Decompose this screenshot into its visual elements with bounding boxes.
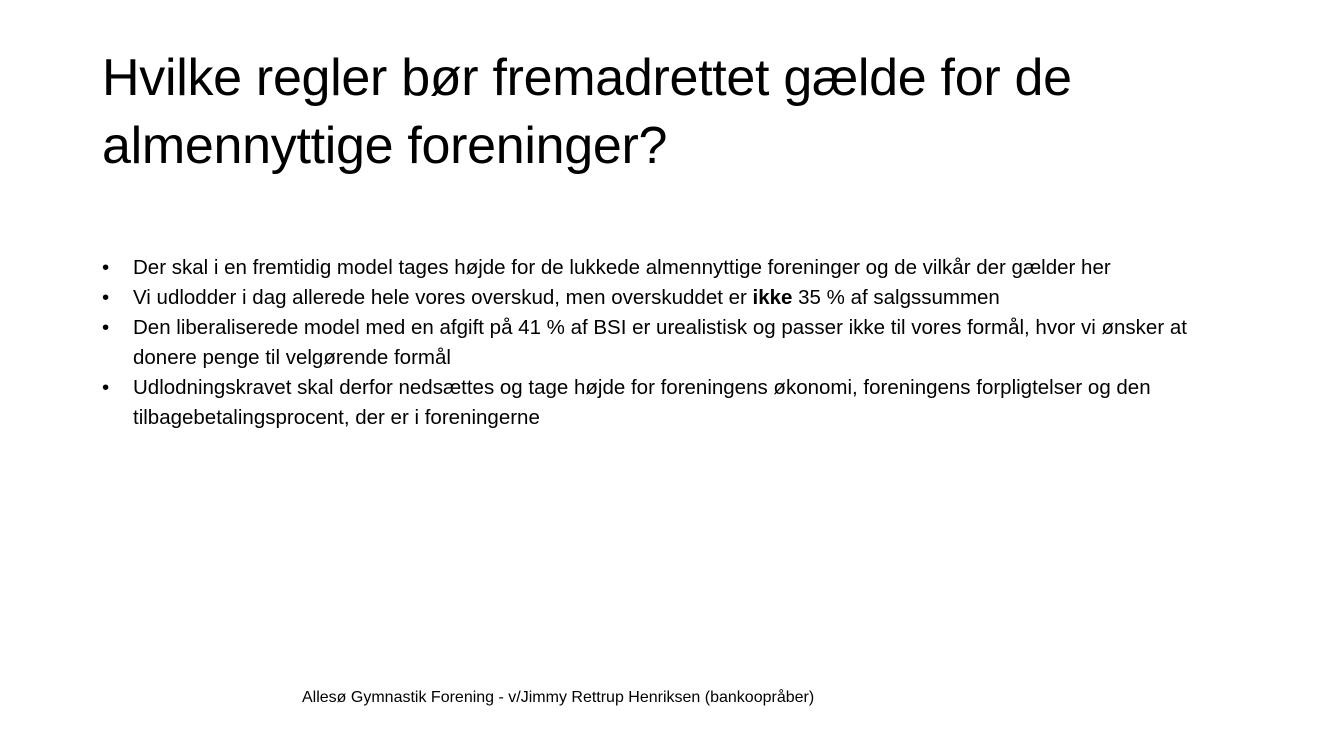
bullet-marker: •: [102, 376, 110, 399]
bullet-text-emphasis: ikke: [752, 286, 793, 309]
bullet-text-end: 35 % af salgssummen: [792, 286, 1000, 309]
bullet-item: [102, 283, 1232, 313]
bullet-item: [102, 313, 1232, 373]
slide-footer: Allesø Gymnastik Forening - v/Jimmy Rettrup Henriksen (bankoopråber): [302, 689, 815, 706]
bullet-marker: •: [102, 286, 110, 309]
slide-title: Hvilke regler bør fremadrettet gælde for de almennyttige foreninger?: [102, 49, 1072, 175]
bullet-text: Der skal i en fremtidig model tages højde for de lukkede almennyttige foreninger og de vilkår der gælder her: [133, 256, 1111, 279]
bullet-marker: •: [102, 316, 110, 339]
bullet-text-start: Vi udlodder i dag allerede hele vores overskud, men overskuddet er: [133, 286, 753, 309]
bullet-text: Den liberaliserede model med en afgift på 41 % af BSI er urealistisk og passer ikke til vores formål, hvor vi ønsker at donere penge til velgørende formål: [133, 316, 1187, 369]
bullet-text: Udlodningskravet skal derfor nedsættes og tage højde for foreningens økonomi, foreningens forpligtelser og den tilbagebetalingsprocent, der er i foreningerne: [133, 376, 1151, 429]
bullet-list: [102, 253, 1232, 433]
bullet-marker: •: [102, 256, 110, 279]
bullet-item: [102, 253, 1232, 283]
bullet-item: [102, 373, 1232, 433]
